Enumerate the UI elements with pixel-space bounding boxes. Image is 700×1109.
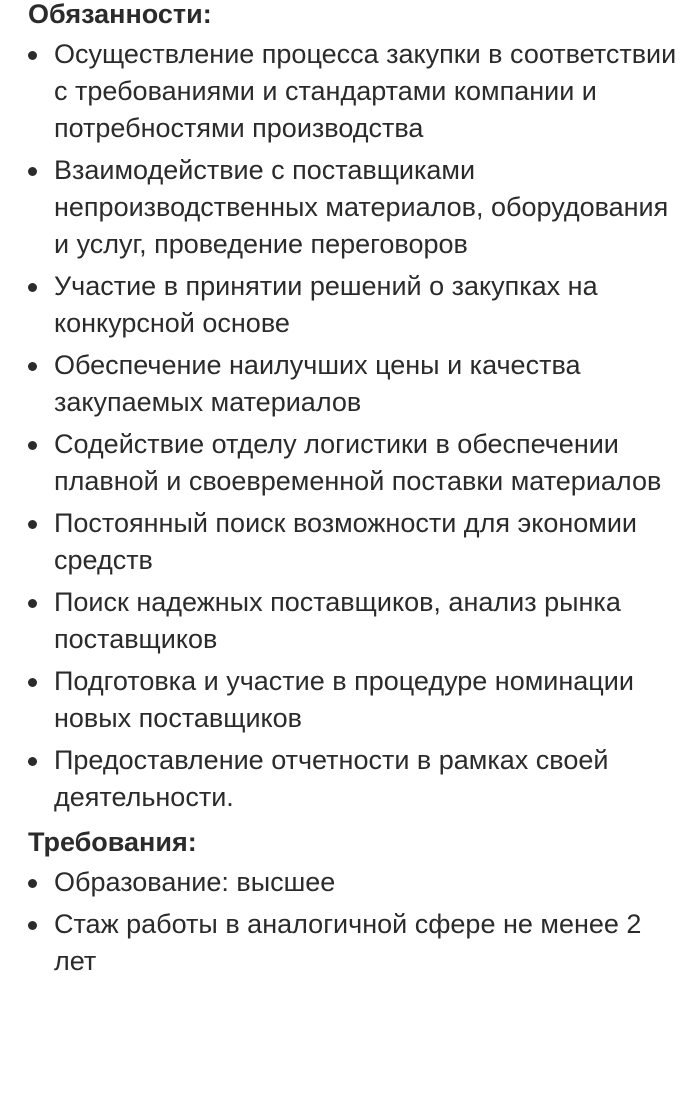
list-item-text: Взаимодействие с поставщиками непроизводственных материалов, оборудования и услуг, проведение переговоров — [54, 155, 669, 259]
bullet-icon — [28, 167, 37, 176]
list-item — [28, 426, 680, 500]
bullet-icon — [28, 757, 37, 766]
list-item-text: Постоянный поиск возможности для экономии средств — [54, 508, 638, 575]
list-item — [28, 864, 680, 901]
list-item-text: Осуществление процесса закупки в соответствии с требованиями и стандартами компании и потребностями производства — [54, 39, 677, 143]
requirements-heading: Требования: — [28, 827, 197, 857]
duties-heading: Обязанности: — [28, 0, 212, 29]
list-item — [28, 742, 680, 816]
bullet-icon — [28, 441, 37, 450]
list-item-text: Содействие отделу логистики в обеспечении плавной и своевременной поставки материалов — [54, 429, 662, 496]
list-item-text: Обеспечение наилучших цены и качества закупаемых материалов — [54, 350, 581, 417]
bullet-icon — [28, 51, 37, 60]
bullet-icon — [28, 362, 37, 371]
bullet-icon — [28, 599, 37, 608]
list-item — [28, 152, 680, 263]
list-item-text: Предоставление отчетности в рамках своей деятельности. — [54, 745, 609, 812]
list-item — [28, 663, 680, 737]
list-item-text: Участие в принятии решений о закупках на конкурсной основе — [54, 271, 598, 338]
list-item — [28, 347, 680, 421]
list-item-text: Образование: высшее — [54, 867, 336, 897]
list-item — [28, 584, 680, 658]
list-item — [28, 268, 680, 342]
list-item — [28, 906, 680, 980]
bullet-icon — [28, 520, 37, 529]
list-item-text: Стаж работы в аналогичной сфере не менее 2 лет — [54, 909, 642, 976]
bullet-icon — [28, 921, 37, 930]
bullet-icon — [28, 283, 37, 292]
requirements-list — [28, 864, 680, 980]
list-item-text: Подготовка и участие в процедуре номинации новых поставщиков — [54, 666, 634, 733]
list-item — [28, 505, 680, 579]
list-item-text: Поиск надежных поставщиков, анализ рынка поставщиков — [54, 587, 621, 654]
list-item — [28, 36, 680, 147]
bullet-icon — [28, 678, 37, 687]
duties-list — [28, 36, 680, 816]
bullet-icon — [28, 879, 37, 888]
